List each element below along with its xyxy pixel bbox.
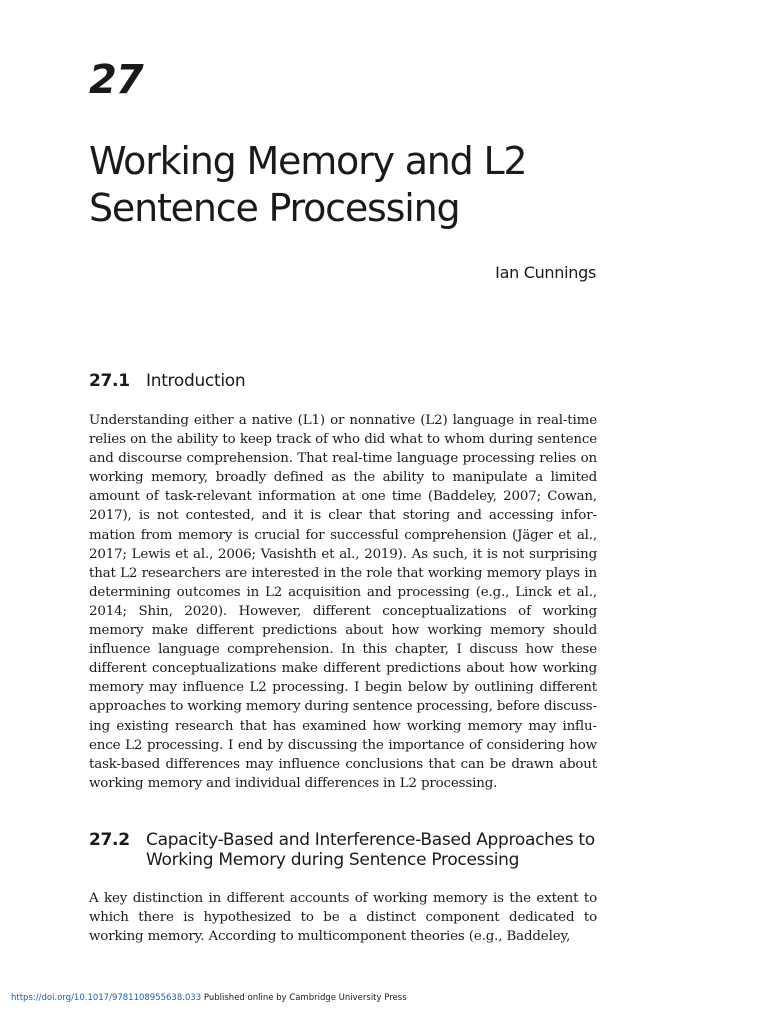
section-title: Introduction [146,371,246,391]
doi-link[interactable]: https://doi.org/10.1017/9781108955638.033 [11,993,202,1003]
chapter-number: 27 [89,57,143,103]
section-number: 27.1 [89,371,130,391]
chapter-title: Working Memory and L2 Sentence Processing [89,139,527,230]
publisher-note: Published online by Cambridge University Press [203,993,407,1003]
section-title: Capacity-Based and Interference-Based Approaches to Working Memory during Sentence Processing [146,830,595,870]
section-heading-approaches [89,830,616,870]
body-paragraph: Understanding either a native (L1) or nonnative (L2) language in real-time relies on the ability to keep track of who did what to whom during sentence and discourse comprehension. That real-time language processing relies on working memory, broadly defined as the ability to manipulate a limited amount of task-relevant information at one time (Baddeley, 2007; Cowan, 2017), is not contested, and it is clear that storing and accessing information from memory is crucial for successful comprehension (Jäger et al., 2017; Lewis et al., 2006; Vasishth et al., 2019). As such, it is not surprising that L2 researchers are interested in the role that working memory plays in determining outcomes in L2 acquisition and processing (e.g., Linck et al., 2014; Shin, 2020). However, different conceptualizations of working memory make different predictions about how working memory should influence language comprehension. In this chapter, I discuss how these different conceptualizations make different predictions about how working memory may influence L2 processing. I begin below by outlining different approaches to working memory during sentence processing, before discussing existing research that has examined how working memory may influence L2 processing. I end by discussing the importance of considering how task-based differences may influence conclusions that can be drawn about working memory and individual differences in L2 processing. [89,413,597,791]
section-number: 27.2 [89,830,130,850]
section-heading-introduction [89,371,616,391]
body-paragraph: A key distinction in different accounts of working memory is the extent to which there is hypothesized to be a distinct component dedicated to working memory. According to multicomponent theories (e.g., Baddeley, [89,891,597,945]
author-name: Ian Cunnings [495,263,596,282]
page-footer [11,993,407,1003]
